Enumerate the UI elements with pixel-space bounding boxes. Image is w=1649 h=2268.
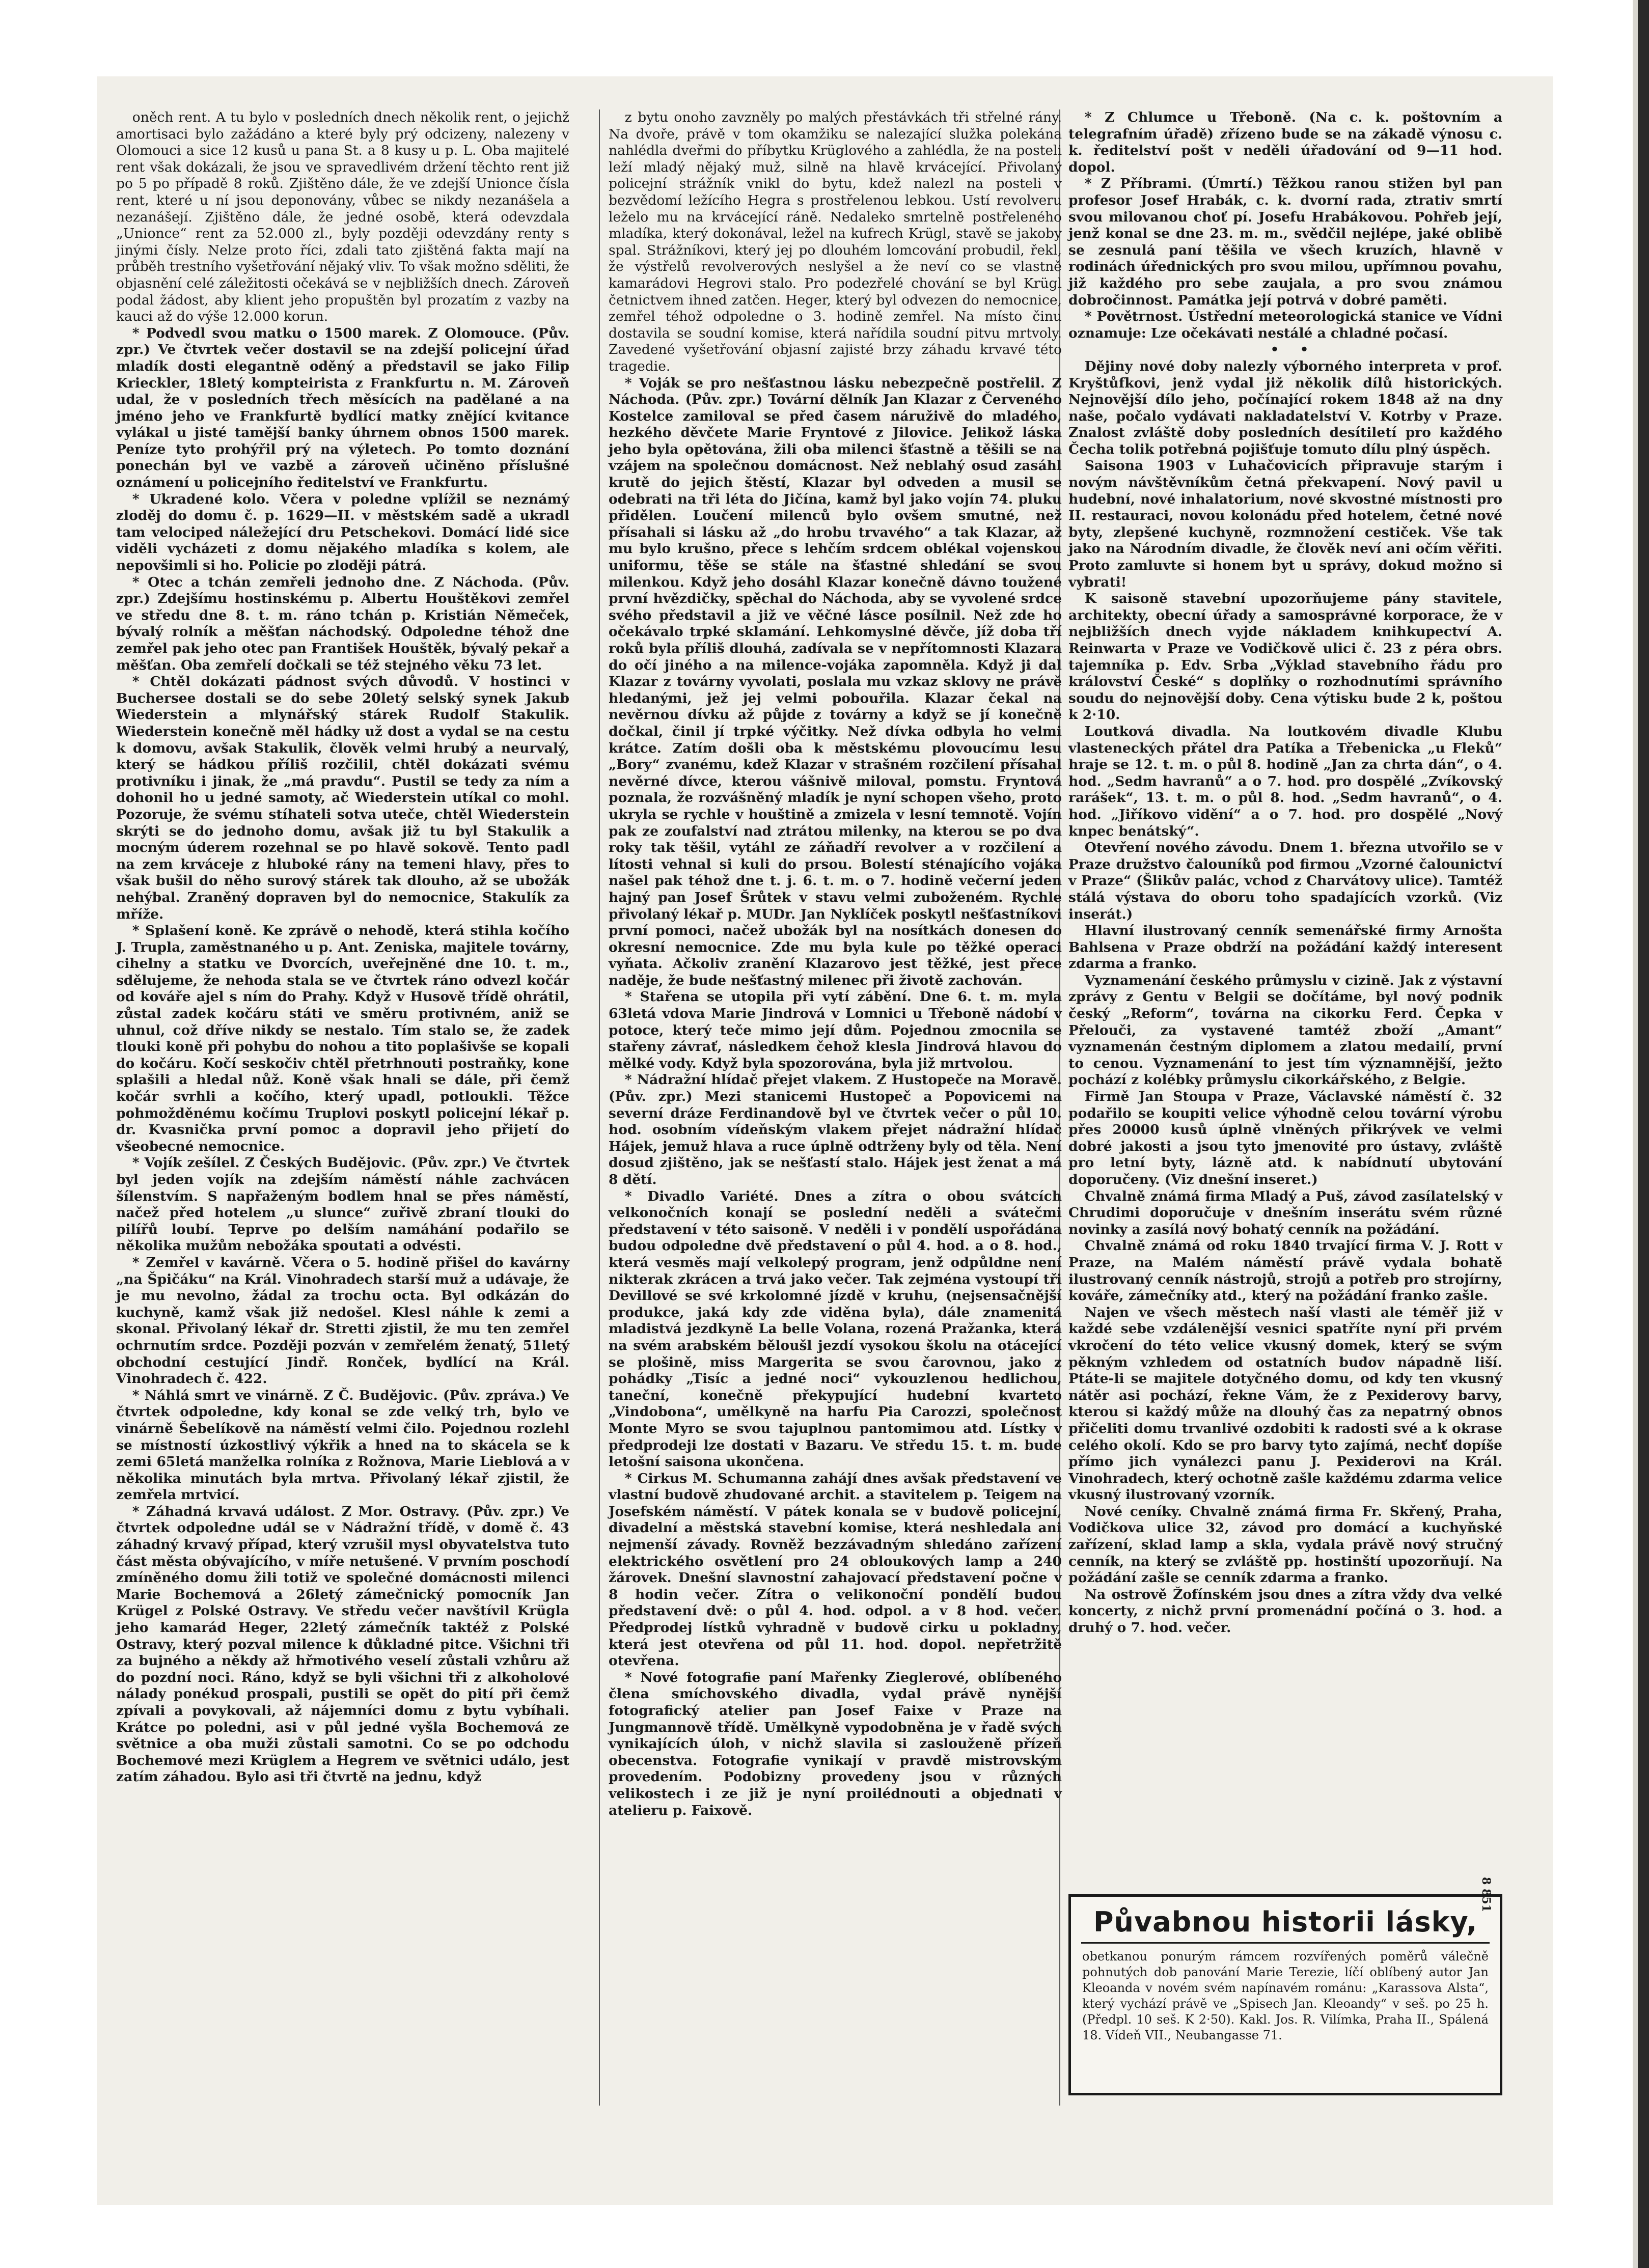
article-paragraph: * Z Příbrami. (Úmrtí.) Těžkou ranou stižen byl pan profesor Josef Hrabák, c. k. dvorní rada, ztrativ smrtí svou milovanou choť pí. Josefu Hrabákovou. Pohřeb její, jenž konal se dne 23. m. m., svědčil nejlépe, jaké oblibě se zesnulá paní těšila ve všech kruzích, hlavně v rodinách úřednických pro svou milou, upřímnou povahu, již každého pro sebe zaujala, a pro svou známou dobročinnost. Památka její potrvá v dobré paměti. [1068, 176, 1502, 308]
article-paragraph: * Splašení koně. Ke zprávě o nehodě, která stihla kočího J. Trupla, zaměstnaného u p. Ant. Zeniska, majitele továrny, cihelny a statku ve Dvorcích, uveřejněné dne 10. t. m., sdělujeme, že nehoda stala se ve čtvrtek ráno odvezl kočár od kováře ajel s ním do Prahy. Když v Husově třídě ohrátil, zůstal zadek kočáru státi ve směru protivném, aniž se uhnul, což dříve nikdy se nestalo. Tím stalo se, že zadek tlouki koně při pohybu do nohou a tito poplašivše se kopali do kočáru. Kočí seskočiv chtěl přetrhnouti postraňky, kone splašili a hledal nůž. Koně však hnali se dále, při čemž kočár svrhli a kočího, který upadl, potloukli. Těžce pohmožděnému kočímu Truplovi poskytl policejní lékař p. dr. Kvasnička první pomoc a dopravil jeho přijetí do všeobecné nemocnice. [116, 923, 569, 1154]
article-paragraph: Firmě Jan Stoupa v Praze, Václavské náměstí č. 32 podařilo se koupiti velice výhodně celou tovární výrobu přes 20000 kusů úplně vlněných přikrývek ve velmi dobré jakosti a jsou tyto jmenovité pro ústavy, zvláště pro letní byty, lázně atd. k nabídnutí ubytování doporučeny. (Viz dnešní inseret.) [1068, 1089, 1502, 1187]
article-paragraph: z bytu onoho zavzněly po malých přestávkách tři střelné rány. Na dvoře, právě v tom okamžiku se nalezající služka polekána nahlédla dveřmi do příbytku Krüglového a zahlédla, že na posteli leží mladý nějaký muž, silně na hlavě krvácející. Přivolaný policejní strážník vnikl do bytu, kdež nalezl na posteli v bezvědomí ležícího Hegra s prostřelenou lebkou. Ustí revolveru leželo mu na krvácející ráně. Nedaleko smrtelně postřeleného mladíka, který dokonával, ležel na kufrech Krügl, stavě se jakoby spal. Strážníkovi, který jej po dlouhém lomcování probudil, řekl, že výstřelů revolverových neslyšel a že neví co se vlastně kamarádovi Hegrovi stalo. Pro podezřelé chování se byl Krügl četnictvem ihned zatčen. Heger, který byl odvezen do nemocnice, zemřel téhož odpoledne o 3. hodině zemřel. Na místo činu dostavila se soudní komise, která nařídila soudní pitvu mrtvoly. Zavedené vyšetřování objasní zajisté brzy záhadu krvavé této tragedie. [609, 109, 1062, 374]
article-paragraph: * Divadlo Variété. Dnes a zítra o obou svátcích velkonočních konají se poslední neděli a svátečmi představení v této saisoně. V neděli i v pondělí uspořádána budou odpoledne dvě představení o půl 4. hod. a o 8. hod., která vesměs mají velkolepý program, jenž odpůldne není nikterak zkrácen a trvá jako večer. Tak zejména vystoupí tři Devillové se své krkolomné jízdě v kruhu, (nejsensačnější produkce, jaká kdy zde viděna byla), dále znamenitá mladistvá jezdkyně La belle Volana, rozená Pražanka, která na svém arabském běloušl jezdí vysokou školu na otácející se plošině, miss Margerita se svou čarovnou, jako z pohádky „Tisíc a jedné noci“ vykouzlenou hedlichou, taneční, konečně překypující hudební kvarteto „Vindobona“, umělkyně na harfu Pia Carozzi, společnost Monte Myro se svou tajuplnou pantomimou atd. Lístky v předprodeji lze dostati v Bazaru. Ve středu 15. t. m. bude letošní saisona ukončena. [609, 1188, 1062, 1470]
article-paragraph: • • [1270, 342, 1317, 358]
article-paragraph: * Povětrnost. Ústřední meteorologická stanice ve Vídni oznamuje: Lze očekávati nestálé a chladné počasí. [1068, 309, 1502, 341]
ad-code: 8 851 [1479, 1877, 1493, 1912]
article-paragraph: * Z Chlumce u Třeboně. (Na c. k. poštovním a telegrafním úřadě) zřízeno bude se na zákadě výnosu c. k. ředitelství pošt v neděli úřadování od 9—11 hod. dopol. [1068, 109, 1502, 175]
article-paragraph: Chvalně známá od roku 1840 trvající firma V. J. Rott v Praze, na Malém náměstí právě vydala bohatě ilustrovaný cenník nástrojů, strojů a potřeb pro strojírny, kováře, zámečníky atd., který na požádání franko zašle. [1068, 1238, 1502, 1304]
page-edge-dark [1638, 0, 1649, 2268]
article-paragraph: Nové ceníky. Chvalně známá firma Fr. Skřený, Praha, Vodičkova ulice 32, závod pro domácí a kuchyňské zařízení, sklad lamp a skla, vydala právě nový stručný cenník, na který se zvláště pp. hostinští upozorňují. Na požádání zašle se cenník zdarma a franko. [1068, 1503, 1502, 1586]
article-paragraph: Hlavní ilustrovaný cenník semenářské firmy Arnošta Bahlsena v Praze obdrží na požádání každý interesent zdarma a franko. [1068, 923, 1502, 972]
page-edge-light [1633, 0, 1638, 2268]
article-paragraph: Saisona 1903 v Luhačovicích připravuje starým i novým návštěvníkům četná překvapení. Nový pavil u hudební, nové inhalatorium, nové skvostné místnosti pro II. restauraci, novou kolonádu před hotelem, četné nové byty, zlepšené kuchyně, rozmnožení cestiček. Vše tak jako na Národním divadle, že člověk neví ani očím věřiti. Proto zamluvte si honem byt u správy, dokud možno si vybrati! [1068, 458, 1502, 590]
article-paragraph: Dějiny nové doby nalezly výborného interpreta v prof. Kryštůfkovi, jenž vydal již několik dílů historických. Nejnovější dílo jeho, počínající rokem 1848 až na dny naše, počalo vydávati nakladatelství V. Kotrby v Praze. Znalost zvláště doby posledních desítiletí pro každého Čecha tolik potřebná pojišťuje tomuto dílu plný úspěch. [1068, 358, 1502, 457]
article-paragraph: * Záhadná krvavá událost. Z Mor. Ostravy. (Pův. zpr.) Ve čtvrtek odpoledne udál se v Nádražní třídě, v domě č. 43 záhadný krvavý případ, který vzrušil mysl obyvatelstva tuto část města obývajícího, v míře netušené. V prvním poschodí zmíněného domu žili totiž ve společné domácnosti milenci Marie Bochemová a 26letý zámečnický pomocník Jan Krügel z Polské Ostravy. Ve středu večer navštívil Krügla jeho kamarád Heger, 22letý zámečník taktéž z Polské Ostravy, který pozval milence k důkladné pitce. Všichni tři za bujného a někdy až hřmotivého veselí zůstali vzhůru až do pozdní noci. Ráno, když se byli všichni tři z alkoholové nálady ponékud prospali, pustili se opět do pití při čemž zpívali a povykovali, až nájemníci domu z bytu vybíhali. Krátce po poledni, asi v půl jedné vyšla Bochemová ze světnice a oba muži zůstali samotni. Co se po odchodu Bochemové mezi Krüglem a Hegrem ve světnici událo, jest zatím záhadou. Bylo asi tři čtvrtě na jednu, když [116, 1503, 569, 1785]
article-paragraph: * Náhlá smrt ve vinárně. Z Č. Budějovic. (Pův. zpráva.) Ve čtvrtek odpoledne, kdy konal se zde velký trh, bylo ve vinárně Šebelíkově na náměstí velmi čilo. Pojednou rozlehl se místností úzkostlivý výkřik a hned na to skácela se k zemi 65letá manželka rolníka z Rožnova, Marie Lieblová a v několika minutách byla mrtva. Přivolaný lékař zjistil, že zemřela mrtvicí. [116, 1387, 569, 1503]
article-paragraph: K saisoně stavební upozorňujeme pány stavitele, architekty, obecní úřady a samosprávné korporace, že v nejbližších dnech vyjde nákladem knihkupectví A. Reinwarta v Praze ve Vodičkově ulici č. 23 z péra obrs. tajemníka p. Edv. Srba „Výklad stavebního řádu pro království České“ s doplňky o rozhodnutími správního soudu do nejnovější doby. Cena výtisku bude 2 k, poštou k 2·10. [1068, 591, 1502, 723]
article-paragraph: Chvalně známá firma Mladý a Puš, závod zasílatelský v Chrudimi doporučuje v dnešním inserátu svém různé novinky a zasílá nový bohatý cenník na požádání. [1068, 1188, 1502, 1237]
article-paragraph: * Voják se pro nešťastnou lásku nebezpečně postřelil. Z Náchoda. (Pův. zpr.) Tovární dělník Jan Klazar z Červeného Kostelce zamiloval se před časem náruživě do mladého, hezkého děvčete Marie Fryntové z Jilovice. Jelikož láska jeho byla opětována, žili oba milenci šťastně a těšili se na vzájem na společnou domácnost. Než neblahý osud zasáhl krutě do jejich štěstí, Klazar byl odveden a musil se odebrati na tři léta do Jičína, kamž byl jako vojín 74. pluku přidělen. Loučení milenců bylo ovšem smutné, než přísahali si lásku až „do hrobu trvavého“ a tak Klazar, až mu bylo krušno, přece s lehčím srdcem oblékal vojenskou uniformu, těše se stále na šťastné shledání se svou milenkou. Když jeho dosáhl Klazar konečně dávno toužené první hvězdičky, spěchal do Náchoda, aby se vyvolené srdce svého představil a již ve věčné lásce posílnil. Než zde ho očekávalo trpké sklamání. Lehkomyslné děvče, jíž doba tří roků byla příliš dlouhá, zadívala se v nepřítomnosti Klazara do očí jiného a na milence-vojáka zapomněla. Když ji dal Klazar z továrny vyvolati, poslala mu vzkaz sklovy ne právě hledanými, jež jej velmi pobouřila. Klazar čekal na nevěrnou dívku až půjde z továrny a když se jí konečně dočkal, činil jí trpké výčitky. Než dívka odbyla ho velmi krátce. Zatím došli oba k městskému plovoucímu lesu „Bory“ zvanému, kdež Klazar v strašném rozčilení přísahal nevěrné dívce, kterou vášnivě miloval, pomstu. Fryntová poznala, že rozvášněný mladík je nyní schopen všeho, proto ukryla se rychle v houštině a zmizela v lesní temnotě. Vojín pak ze zoufalství nad ztrátou milenky, na kterou se po dva roky tak těšil, vytáhl ze záňadří revolver a v rozčilení a lítosti vehnal si kuli do prsou. Bolestí sténajícího vojáka našel pak téhož dne t. j. 6. t. m. o 7. hodině večerní jeden hajný pan Josef Šrůtek v stavu velmi zuboženém. Rychle přivolaný lékař p. MUDr. Jan Nyklíček poskytl nešťastníkovi první pomoci, načež ubožák byl na nosítkách donesen do okresní nemocnice. Zde mu byla kule po těžké operaci vyňata. Ačkoliv zranění Klazarovo jest těžké, jest přece naděje, že bude nešťastný milenec při životě zachován. [609, 375, 1062, 988]
article-paragraph: * Otec a tchán zemřeli jednoho dne. Z Náchoda. (Pův. zpr.) Zdejšímu hostinskému p. Albertu Houštěkovi zemřel ve středu dne 8. t. m. ráno tchán p. Kristián Němeček, bývalý rolník a měšťan náchodský. Odpoledne téhož dne zemřel pak jeho otec pan František Houštěk, bývalý pekař a měšťan. Oba zemřelí dočkali se též stejného věku 73 let. [116, 574, 569, 673]
advertisement-box [1068, 1877, 1502, 2095]
article-paragraph: * Cirkus M. Schumanna zahájí dnes avšak představení ve vlastní budově zhudované archit. a stavitelem p. Teigem na Josefském náměstí. V pátek konala se v budově policejní, divadelní a městská stavební komise, která neshledala ani nejmenší závady. Rovněž bezzávadným shledáno zařízení elektrického osvětlení pro 24 obloukových lamp a 240 žárovek. Dnešní slavnostní zahajovací představení počne v 8 hodin večer. Zítra o velikonoční pondělí budou představení dvě: o půl 4. hod. odpol. a v 8 hod. večer. Předprodej lístků vyhradně v budově cirku u pokladny, která jest otevřena od půl 11. hod. dopol. nepřetržitě otevřena. [609, 1470, 1062, 1669]
article-paragraph: Na ostrově Žofínském jsou dnes a zítra vždy dva velké koncerty, z nichž první promenádní počíná o 3. hod. a druhý o 7. hod. večer. [1068, 1586, 1502, 1636]
article-paragraph: * Zemřel v kavárně. Včera o 5. hodině přišel do kavárny „na Špičáku“ na Král. Vinohradech starší muž a udávaje, že je mu nevolno, žádal za trochu octa. Byl odkázán do kuchyně, kamž však již nedošel. Klesl náhle k zemi a skonal. Přivolaný lékař dr. Stretti zjistil, že mu ten zemřel ochrnutím srdce. Později pozván v zemřelém ženatý, 51letý obchodní cestující Jindř. Ronček, bydlící na Král. Vinohradech č. 422. [116, 1254, 569, 1387]
article-paragraph: Vyznamenání českého průmyslu v cizině. Jak z výstavní zprávy z Gentu v Belgii se dočítáme, byl nový podnik český „Reform“, továrna na cikorku Ferd. Čepka v Přelouči, za vystavené tamtéž zboží „Amant“ vyznamenán čestným diplomem a zlatou medailí, první to cenou. Vyznamenání to jest tím významnější, ježto pochází z kolébky průmyslu cikorkářského, z Belgie. [1068, 972, 1502, 1088]
ad-title: Půvabnou historii lásky, [1093, 1906, 1478, 1938]
article-paragraph: * Vojík zešílel. Z Českých Budějovic. (Pův. zpr.) Ve čtvrtek byl jeden vojík na zdejším náměstí náhle zachvácen šílenstvím. S napřaženým bodlem hnal se přes náměstí, načež před hotelem „u slunce“ zuřivě zbraní tlouki do pilířů loubí. Teprve po delším namáhání podařilo se několika mužům nebožáka spoutati a odvésti. [116, 1155, 569, 1254]
article-paragraph: * Chtěl dokázati pádnost svých důvodů. V hostinci v Buchersee dostali se do sebe 20letý selský synek Jakub Wiederstein a mlynářský stárek Rudolf Stakulik. Wiederstein konečně měl hádky už dost a vydal se na cestu k domovu, avšak Stakulik, člověk velmi hrubý a neurvalý, který se hádkou příliš rozčilil, chtěl dokázati svému protivníku i jinak, že „má pravdu“. Pustil se tedy za ním a dohonil ho u jedné samoty, ač Wiederstein utíkal co mohl. Pozoruje, že svému stíhateli sotva uteče, chtěl Wiederstein skrýti se do jednoho domu, avšak již tu byl Stakulik a mocným úderem rozehnal se po hlavě sokově. Tento padl na zem krváceje z hluboké rány na temeni hlavy, přes to však bušil do něho surový stárek tak dlouho, až se ubožák nehýbal. Zraněný dopraven byl do nemocnice, Stakulík za mříže. [116, 674, 569, 922]
column-left [116, 109, 569, 1786]
column-middle [609, 109, 1062, 1819]
ad-divider [1081, 1942, 1490, 1944]
article-paragraph: * Stařena se utopila při vytí zábění. Dne 6. t. m. myla 63letá vdova Marie Jindrová v Lomnici u Třeboně nádobí v potoce, který teče mimo její dům. Pojednou zmocnila se stařeny závrať, následkem čehož klesla Jindrová hlavou do mělké vody. Když byla spozorována, byla již mrtvolou. [609, 989, 1062, 1071]
article-paragraph: * Podvedl svou matku o 1500 marek. Z Olomouce. (Pův. zpr.) Ve čtvrtek večer dostavil se na zdejší policejní úřad mladík dosti elegantně oděný a představil se jako Filip Krieckler, 18letý kompteirista z Frankfurtu n. M. Zároveň udal, že v posledních třech měsících na padělané a na jméno jeho ve Frankfurtě bydlící matky znějící kvitance vylákal u jisté tamější banky úhrnem obnos 1500 marek. Peníze tyto prohýřil prý na výletech. Po tomto doznání ponechán byl ve vazbě a zároveň učiněno příslušné oznámení u policejního ředitelství ve Frankfurtu. [116, 325, 569, 491]
article-paragraph: * Ukradené kolo. Včera v poledne vplížil se neznámý zloděj do domu č. p. 1629—II. v městském sadě a ukradl tam velociped náležející dru Petschekovi. Domácí lidé sice viděli vycházeti z domu nějakého mladíka s kolem, ale nepovšimli si ho. Policie po zloději pátrá. [116, 491, 569, 574]
ad-text: obetkanou ponurým rámcem rozvířených poměrů válečně pohnutých dob panování Marie Terezie, líčí oblíbený autor Jan Kleoanda v novém svém napínavém románu: „Karassova Alsta“, který vychází právě ve „Spisech Jan. Kleoandy“ v seš. po 25 h. (Předpl. 10 seš. K 2·50). Kakl. Jos. R. Vilímka, Praha II., Spálená 18. Vídeň VII., Neubangasse 71. [1082, 1949, 1489, 2042]
article-paragraph: Loutková divadla. Na loutkovém divadle Klubu vlasteneckých přátel dra Patíka a Třebenicka „u Fleků“ hraje se 12. t. m. o půl 8. hodině „Jan za chrta dán“, o 4. hod. „Sedm havranů“ a o 7. hod. pro dospělé „Zvíkovský rarášek“, 13. t. m. o půl 8. hod. „Sedm havranů“, o 4. hod. „Jiříkovo vidění“ a o 7. hod. pro dospělé „Nový knpec benátský“. [1068, 723, 1502, 839]
column-right [1068, 109, 1502, 1637]
article-paragraph: Otevření nového závodu. Dnem 1. března utvořilo se v Praze družstvo čalouníků pod firmou „Vzorné čalounictví v Praze“ (Šlikův palác, vchod z Charvátovy ulice). Tamtéž stálá výstava do oboru toho spadajících vzorků. (Viz inserát.) [1068, 840, 1502, 922]
article-paragraph: Najen ve všech městech naší vlasti ale téměř již v každé sebe vzdálenější vesnici spatříte nyní při prvém vkročení do této velice vkusný domek, který se svým pěkným vzhledem od ostatních budov nápadně liší. Ptáte-li se majitele dotyčného domu, od kdy ten vkusný nátěr asi pochází, řekne Vám, že z Pexiderovy barvy, kterou si každý může na dlouhý čas za nepatrný obnos přičeliti domu trvanlivé ozdobiti k radosti své a k okrase celého okolí. Kdo se pro barvy tyto zajímá, nechť dopíše přímo jich vynálezci panu J. Pexiderovi na Král. Vinohradech, který ochotně zašle každému zdarma velice vkusný ilustrovaný vzorník. [1068, 1304, 1502, 1503]
article-paragraph: * Nové fotografie paní Mařenky Zieglerové, oblíbeného člena smíchovského divadla, vydal právě nynější fotografický atelier pan Josef Faixe v Praze na Jungmannově třídě. Umělkyně vypodobněna je v řadě svých vynikajících úloh, v nichž slavila si zaslouženě přízeň obecenstva. Fotografie vynikají v pravdě mistrovským provedením. Podobizny provedeny jsou v různých velikostech i ze již je nyní proilédnouti a objednati v atelieru p. Faixově. [609, 1669, 1062, 1818]
column-rule [599, 109, 600, 2106]
article-paragraph: oněch rent. A tu bylo v posledních dnech několik rent, o jejichž amortisaci bylo zažádáno a které byly prý odcizeny, nalezeny v Olomouci a sice 12 kusů u pana St. a 8 kusy u p. L. Oba majitelé rent však dokázali, že jsou ve spravedlivém držení těchto rent již po 5 po případě 8 roků. Zjištěno dále, že ve zdejší Unionce čísla rent, které u ní jsou deponovány, vůbec se nikdy nezanášela a nezanášejí. Zjištěno dále, že jedné osobě, která odevzdala „Unionce“ rent za 52.000 zl., byly později odevzdány renty s jinými čísly. Nelze proto říci, zdali tato zjištěná fakta mají na průběh trestního vyšetřování nějaký vliv. To však možno sděliti, že objasnění celé záležitosti očekává se v nejbližších dnech. Zároveň podal žádost, aby klient jeho propuštěn byl prozatím z vazby na kauci až do výše 12.000 korun. [116, 109, 569, 325]
article-paragraph: * Nádražní hlídač přejet vlakem. Z Hustopeče na Moravě. (Pův. zpr.) Mezi stanicemi Hustopeč a Popovicemi na severní dráze Ferdinandově byl ve čtvrtek večer o půl 10. hod. osobním vídeňským vlakem přejet nádražní hlídač Hájek, jemuž hlava a ruce úplně odtrženy byly od těla. Není dosud zjištěno, jak se nešťastí stalo. Hájek jest ženat a má 8 dětí. [609, 1072, 1062, 1187]
